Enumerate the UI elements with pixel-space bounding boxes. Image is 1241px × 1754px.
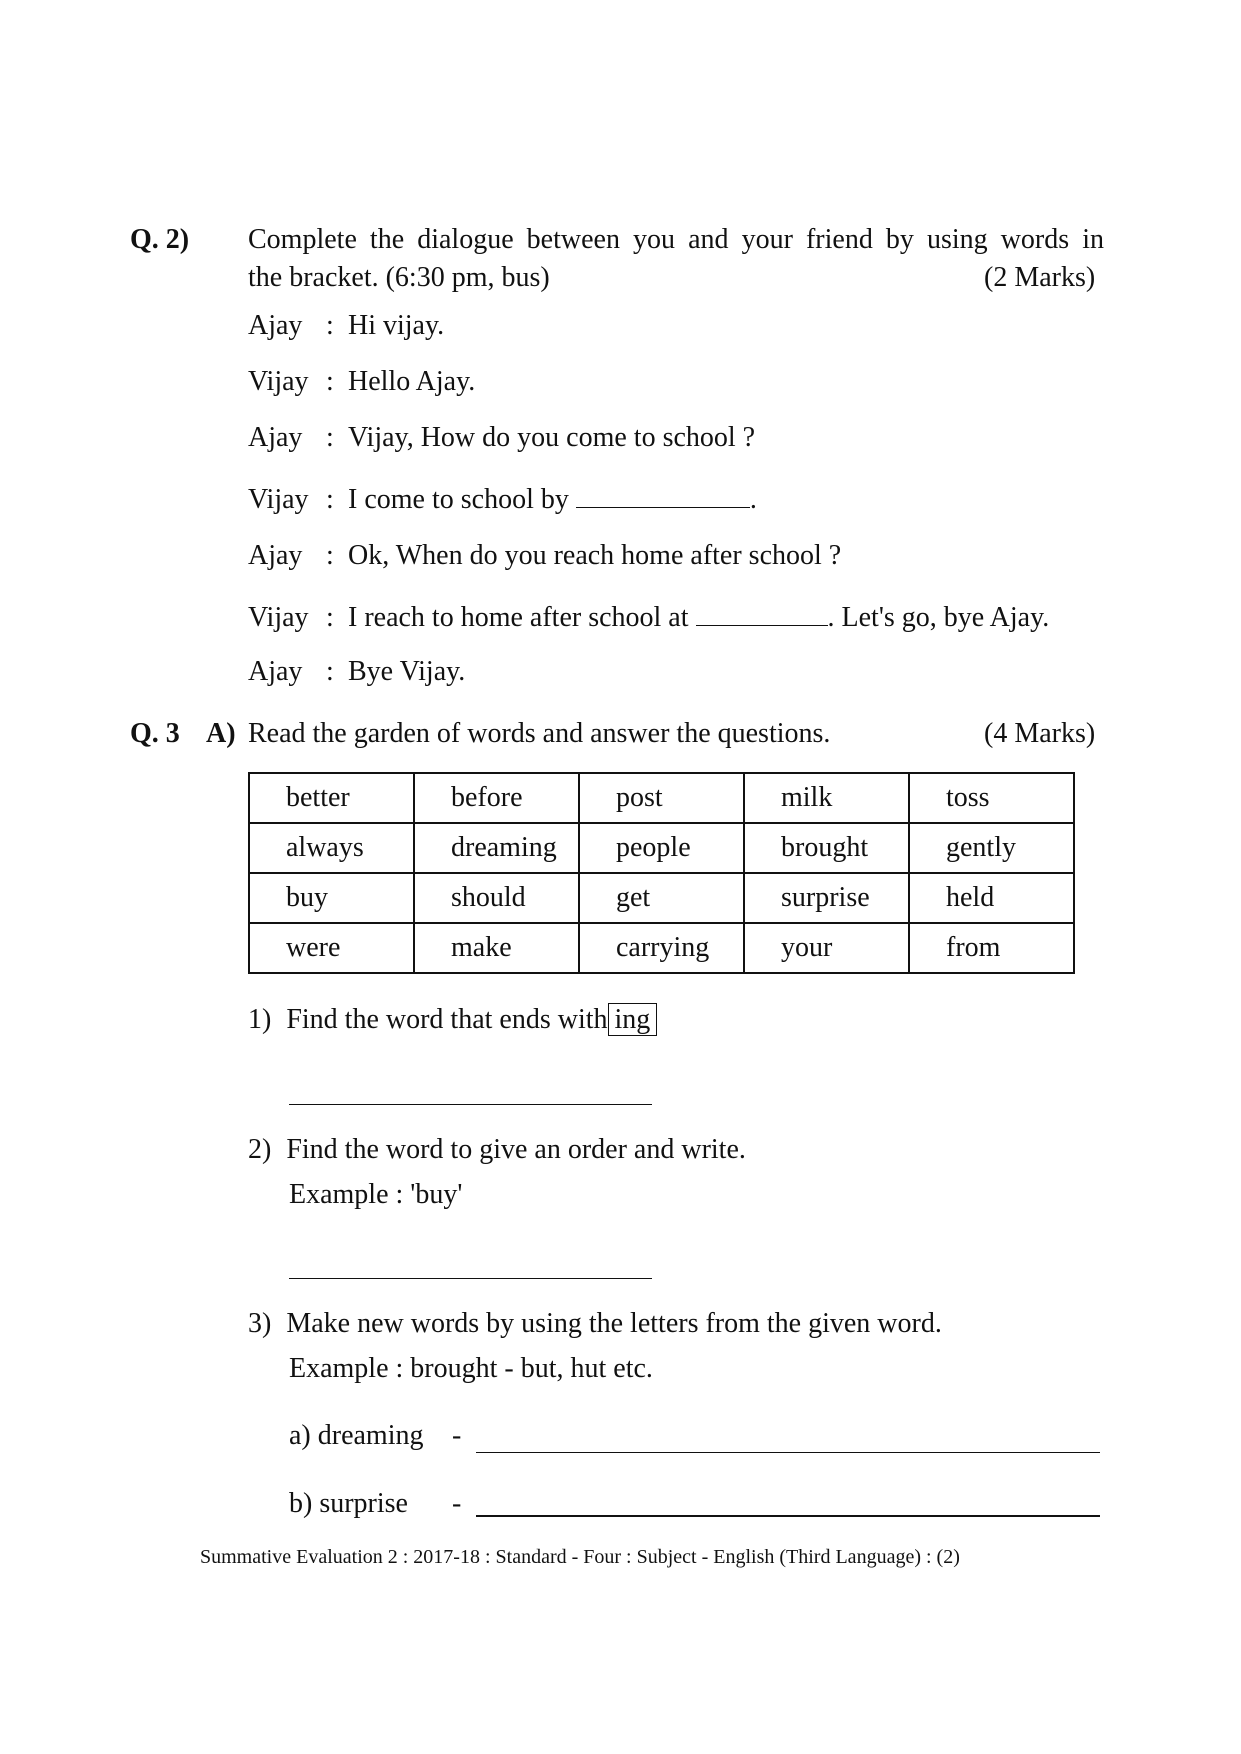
q3-sub2 — [248, 1134, 746, 1166]
speaker: Vijay — [248, 602, 309, 633]
q2-label: Q. 2) — [130, 224, 190, 255]
q3-sub1 — [248, 1004, 657, 1036]
dialogue-text: Ok, When do you reach home after school ? — [348, 540, 842, 571]
q3-sub3-number: 3) — [248, 1308, 272, 1339]
dialogue-text: Hi vijay. — [348, 310, 445, 341]
answer-line-2[interactable] — [289, 1278, 652, 1279]
table-row — [249, 823, 1074, 873]
colon: : — [326, 656, 334, 687]
table-row — [249, 873, 1074, 923]
table-row — [249, 923, 1074, 973]
answer-line-a[interactable] — [476, 1452, 1100, 1453]
speaker: Ajay — [248, 656, 303, 687]
colon: : — [326, 422, 334, 453]
colon: : — [326, 484, 334, 515]
q3-sub3-text: Make new words by using the letters from the given word. — [286, 1308, 942, 1339]
boxed-suffix: ing — [608, 1003, 658, 1036]
answer-line-1[interactable] — [289, 1104, 652, 1105]
word-cell: brought — [744, 823, 909, 873]
q3-sub3-item-a-dash: - — [452, 1420, 462, 1451]
dialogue-line-6 — [248, 599, 1049, 634]
speaker: Ajay — [248, 310, 303, 341]
colon: : — [326, 310, 334, 341]
word-cell: dreaming — [414, 823, 579, 873]
word-cell: always — [249, 823, 414, 873]
speaker: Ajay — [248, 422, 303, 453]
q3-sublabel: A) — [206, 718, 236, 749]
q3-sub2-number: 2) — [248, 1134, 272, 1165]
dialogue-text: I reach to home after school at — [348, 602, 689, 633]
word-cell: make — [414, 923, 579, 973]
word-cell: were — [249, 923, 414, 973]
q3-sub2-text: Find the word to give an order and write. — [286, 1134, 746, 1165]
colon: : — [326, 602, 334, 633]
speaker: Ajay — [248, 540, 303, 571]
word-cell: toss — [909, 773, 1074, 823]
word-cell: from — [909, 923, 1074, 973]
q2-instruction-line2: the bracket. (6:30 pm, bus) — [248, 262, 550, 293]
answer-line-b[interactable] — [476, 1515, 1100, 1517]
q3-marks: (4 Marks) — [984, 718, 1096, 749]
word-cell: gently — [909, 823, 1074, 873]
q3-sub2-example: Example : 'buy' — [289, 1179, 463, 1210]
dialogue-line-5 — [248, 540, 841, 572]
q3-label: Q. 3 — [130, 718, 180, 749]
word-cell: carrying — [579, 923, 744, 973]
garden-of-words-table — [248, 772, 1075, 974]
dialogue-text: I come to school by — [348, 484, 569, 515]
dialogue-line-7 — [248, 656, 465, 688]
word-cell: held — [909, 873, 1074, 923]
word-cell: should — [414, 873, 579, 923]
word-cell: before — [414, 773, 579, 823]
answer-blank-bus[interactable] — [576, 481, 750, 508]
answer-blank-time[interactable] — [696, 599, 828, 626]
q3-sub1-text: Find the word that ends with — [286, 1004, 608, 1035]
speaker: Vijay — [248, 484, 309, 515]
q3-sub1-number: 1) — [248, 1004, 272, 1035]
q2-marks: (2 Marks) — [984, 262, 1096, 293]
dialogue-line-4 — [248, 481, 757, 516]
word-cell: milk — [744, 773, 909, 823]
q3-sub3-example: Example : brought - but, hut etc. — [289, 1353, 653, 1384]
word-cell: surprise — [744, 873, 909, 923]
q3-sub3-item-b: b) surprise — [289, 1488, 408, 1519]
table-row — [249, 773, 1074, 823]
dialogue-text-after: . — [749, 484, 757, 515]
dialogue-text-after: . Let's go, bye Ajay. — [827, 602, 1050, 633]
q3-instruction: Read the garden of words and answer the questions. — [248, 718, 831, 749]
speaker: Vijay — [248, 366, 309, 397]
colon: : — [326, 366, 334, 397]
dialogue-line-1 — [248, 310, 444, 342]
dialogue-text: Hello Ajay. — [348, 366, 476, 397]
dialogue-text: Bye Vijay. — [348, 656, 466, 687]
q3-sub3-item-b-dash: - — [452, 1488, 462, 1519]
q2-instruction-line1: Complete the dialogue between you and your friend by using words in — [248, 224, 1104, 255]
footer: Summative Evaluation 2 : 2017-18 : Standard - Four : Subject - English (Third Language) : (2) — [200, 1546, 960, 1568]
q3-sub3-item-a: a) dreaming — [289, 1420, 424, 1451]
colon: : — [326, 540, 334, 571]
dialogue-line-2 — [248, 366, 475, 398]
word-cell: get — [579, 873, 744, 923]
word-cell: people — [579, 823, 744, 873]
word-cell: better — [249, 773, 414, 823]
dialogue-line-3 — [248, 422, 755, 454]
word-cell: post — [579, 773, 744, 823]
word-cell: buy — [249, 873, 414, 923]
dialogue-text: Vijay, How do you come to school ? — [348, 422, 756, 453]
q3-sub3 — [248, 1308, 942, 1340]
word-cell: your — [744, 923, 909, 973]
